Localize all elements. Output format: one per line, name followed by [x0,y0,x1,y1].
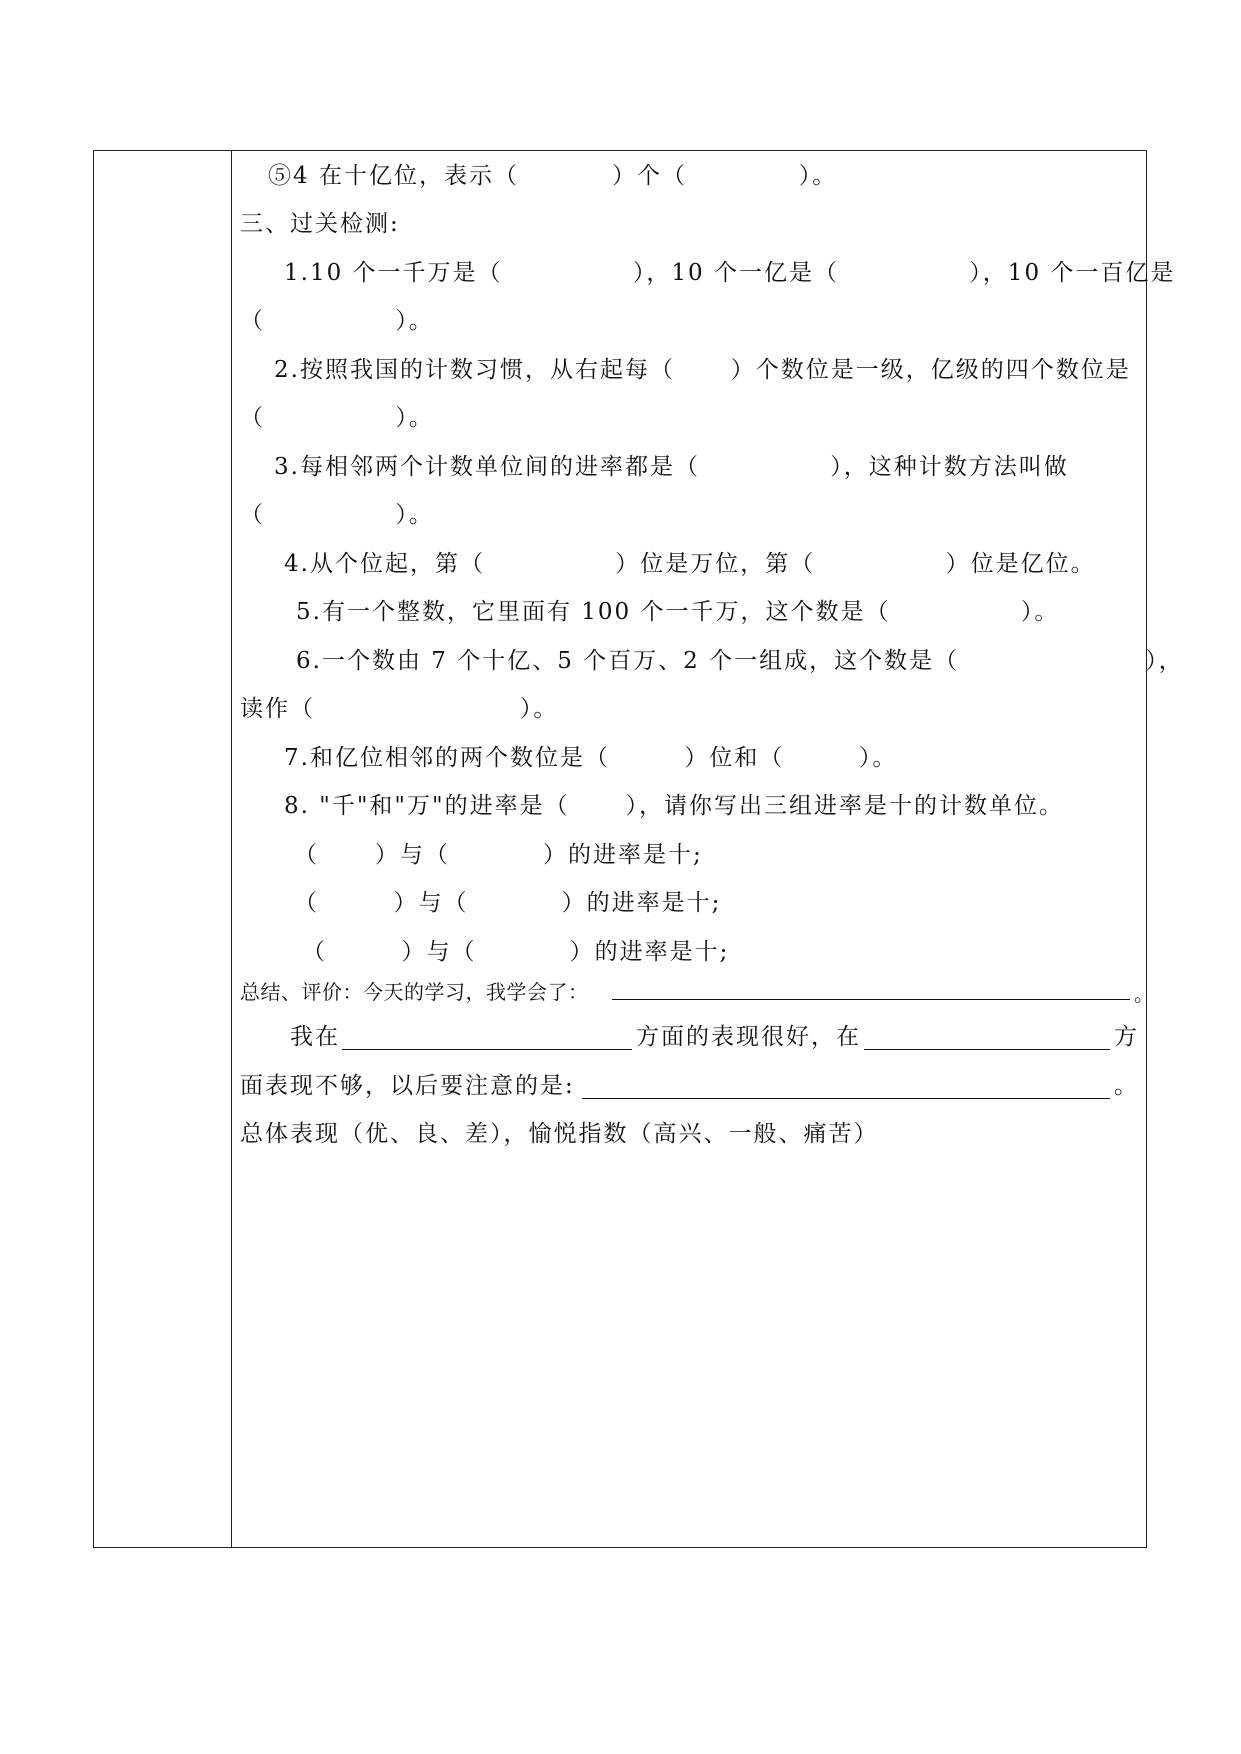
check-question-2-cont: （ ）。 [240,405,434,431]
worksheet-table [93,150,1184,1548]
summary-weak-blank[interactable] [864,1027,1110,1050]
check-question-3: 3.每相邻两个计数单位间的进率都是（ ），这种计数方法叫做 [274,454,1069,480]
check-question-6-cont: 读作（ ）。 [240,696,559,722]
section-heading-check: 三、过关检测: [240,211,400,237]
summary-attention-label: 面表现不够，以后要注意的是: [240,1073,575,1099]
check-question-7: 7.和亿位相邻的两个数位是（ ）位和（ ）。 [284,745,898,771]
summary-good-blank[interactable] [342,1027,632,1050]
summary-weak-prefix: 方 [1114,1024,1139,1050]
summary-attention-period: 。 [1114,1073,1139,1099]
check-question-5: 5.有一个整数，它里面有 100 个一千万，这个数是（ ）。 [296,599,1060,625]
check-question-2: 2.按照我国的计数习惯，从右起每（ ）个数位是一级，亿级的四个数位是 [274,357,1131,383]
left-column-cell [94,151,232,1547]
summary-label: 总结、评价：今天的学习，我学会了： [240,980,589,1004]
summary-attention-blank[interactable] [582,1076,1110,1099]
check-question-8-pair-2: （ ）与（ ）的进率是十; [294,890,722,916]
check-question-3-cont: （ ）。 [240,502,434,528]
check-question-1: 1.10 个一千万是（ ），10 个一亿是（ ），10 个一百亿是 [284,260,1176,286]
summary-good-label: 我在 [290,1024,340,1050]
content-cell [232,151,1184,1547]
check-question-4: 4.从个位起，第（ ）位是万位，第（ ）位是亿位。 [284,551,1096,577]
question-line-5-4: ⑤4 在十亿位，表示（ ）个（ ）。 [268,163,838,189]
check-question-1-cont: （ ）。 [240,308,434,334]
check-question-8-pair-1: （ ）与（ ）的进率是十; [294,842,703,868]
summary-period: 。 [1134,982,1155,1006]
check-question-8-pair-3: （ ）与（ ）的进率是十; [302,939,730,965]
check-question-8: 8. "千"和"万"的进率是（ ），请你写出三组进率是十的计数单位。 [284,793,1064,819]
summary-learned-blank[interactable] [612,977,1130,1000]
summary-overall-rating: 总体表现（优、良、差），愉悦指数（高兴、一般、痛苦） [240,1121,879,1147]
summary-good-suffix: 方面的表现很好，在 [636,1024,861,1050]
check-question-6: 6.一个数由 7 个十亿、5 个百万、2 个一组成，这个数是（ ）， [296,648,1184,674]
